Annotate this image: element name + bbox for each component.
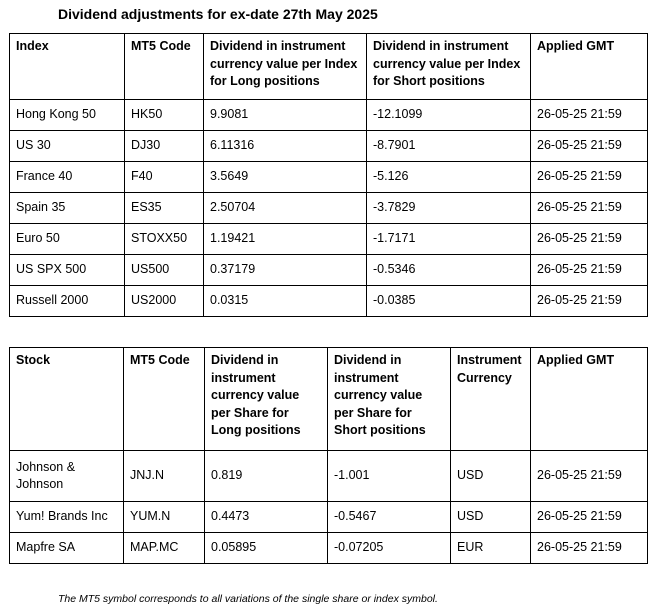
- header-long-dividend: Dividend in instrument currency value per Index for Long positions: [204, 34, 367, 100]
- cell-short-dividend: -0.5346: [367, 255, 531, 286]
- header-stock: Stock: [10, 348, 124, 451]
- cell-long-dividend: 0.05895: [205, 533, 328, 564]
- cell-index-name: Spain 35: [10, 193, 125, 224]
- cell-mt5-code: US500: [125, 255, 204, 286]
- cell-instrument-currency: USD: [451, 502, 531, 533]
- cell-applied-gmt: 26-05-25 21:59: [531, 193, 648, 224]
- cell-index-name: Euro 50: [10, 224, 125, 255]
- table-row: [10, 100, 648, 131]
- cell-applied-gmt: 26-05-25 21:59: [531, 100, 648, 131]
- table-header-row: [10, 348, 648, 451]
- cell-instrument-currency: EUR: [451, 533, 531, 564]
- cell-long-dividend: 9.9081: [204, 100, 367, 131]
- cell-index-name: Hong Kong 50: [10, 100, 125, 131]
- cell-short-dividend: -0.07205: [328, 533, 451, 564]
- cell-mt5-code: STOXX50: [125, 224, 204, 255]
- table-row: [10, 502, 648, 533]
- cell-short-dividend: -3.7829: [367, 193, 531, 224]
- header-short-dividend: Dividend in instrument currency value per Index for Short positions: [367, 34, 531, 100]
- cell-short-dividend: -5.126: [367, 162, 531, 193]
- table-row: [10, 131, 648, 162]
- cell-instrument-currency: USD: [451, 451, 531, 502]
- cell-stock-name: Mapfre SA: [10, 533, 124, 564]
- header-applied-gmt: Applied GMT: [531, 348, 648, 451]
- cell-mt5-code: ES35: [125, 193, 204, 224]
- cell-index-name: Russell 2000: [10, 286, 125, 317]
- table-row: [10, 224, 648, 255]
- table-header-row: [10, 34, 648, 100]
- cell-applied-gmt: 26-05-25 21:59: [531, 286, 648, 317]
- cell-long-dividend: 0.0315: [204, 286, 367, 317]
- cell-applied-gmt: 26-05-25 21:59: [531, 502, 648, 533]
- cell-short-dividend: -8.7901: [367, 131, 531, 162]
- header-short-dividend: Dividend in instrument currency value per Share for Short positions: [328, 348, 451, 451]
- cell-long-dividend: 0.4473: [205, 502, 328, 533]
- page-title: Dividend adjustments for ex-date 27th May 2025: [58, 6, 378, 22]
- cell-stock-name: Yum! Brands Inc: [10, 502, 124, 533]
- cell-mt5-code: HK50: [125, 100, 204, 131]
- cell-stock-name: Johnson & Johnson: [10, 451, 124, 502]
- cell-short-dividend: -0.0385: [367, 286, 531, 317]
- cell-mt5-code: YUM.N: [124, 502, 205, 533]
- header-mt5-code: MT5 Code: [124, 348, 205, 451]
- cell-mt5-code: DJ30: [125, 131, 204, 162]
- table-row: [10, 255, 648, 286]
- cell-long-dividend: 2.50704: [204, 193, 367, 224]
- cell-applied-gmt: 26-05-25 21:59: [531, 131, 648, 162]
- cell-long-dividend: 6.11316: [204, 131, 367, 162]
- footnote: The MT5 symbol corresponds to all variations of the single share or index symbol.: [58, 593, 438, 605]
- cell-mt5-code: MAP.MC: [124, 533, 205, 564]
- header-instrument-currency: Instrument Currency: [451, 348, 531, 451]
- table-row: [10, 533, 648, 564]
- cell-mt5-code: US2000: [125, 286, 204, 317]
- cell-applied-gmt: 26-05-25 21:59: [531, 533, 648, 564]
- cell-mt5-code: F40: [125, 162, 204, 193]
- cell-applied-gmt: 26-05-25 21:59: [531, 255, 648, 286]
- cell-long-dividend: 0.819: [205, 451, 328, 502]
- cell-index-name: US 30: [10, 131, 125, 162]
- cell-applied-gmt: 26-05-25 21:59: [531, 451, 648, 502]
- cell-short-dividend: -1.001: [328, 451, 451, 502]
- cell-index-name: US SPX 500: [10, 255, 125, 286]
- header-mt5-code: MT5 Code: [125, 34, 204, 100]
- cell-applied-gmt: 26-05-25 21:59: [531, 162, 648, 193]
- header-long-dividend: Dividend in instrument currency value per Share for Long positions: [205, 348, 328, 451]
- table-row: [10, 162, 648, 193]
- cell-long-dividend: 1.19421: [204, 224, 367, 255]
- cell-mt5-code: JNJ.N: [124, 451, 205, 502]
- cell-index-name: France 40: [10, 162, 125, 193]
- cell-applied-gmt: 26-05-25 21:59: [531, 224, 648, 255]
- header-applied-gmt: Applied GMT: [531, 34, 648, 100]
- index-dividend-table: [9, 33, 648, 317]
- cell-long-dividend: 0.37179: [204, 255, 367, 286]
- header-index: Index: [10, 34, 125, 100]
- cell-short-dividend: -1.7171: [367, 224, 531, 255]
- table-row: [10, 193, 648, 224]
- cell-long-dividend: 3.5649: [204, 162, 367, 193]
- stock-dividend-table: [9, 347, 648, 564]
- table-row: [10, 451, 648, 502]
- cell-short-dividend: -12.1099: [367, 100, 531, 131]
- cell-short-dividend: -0.5467: [328, 502, 451, 533]
- table-row: [10, 286, 648, 317]
